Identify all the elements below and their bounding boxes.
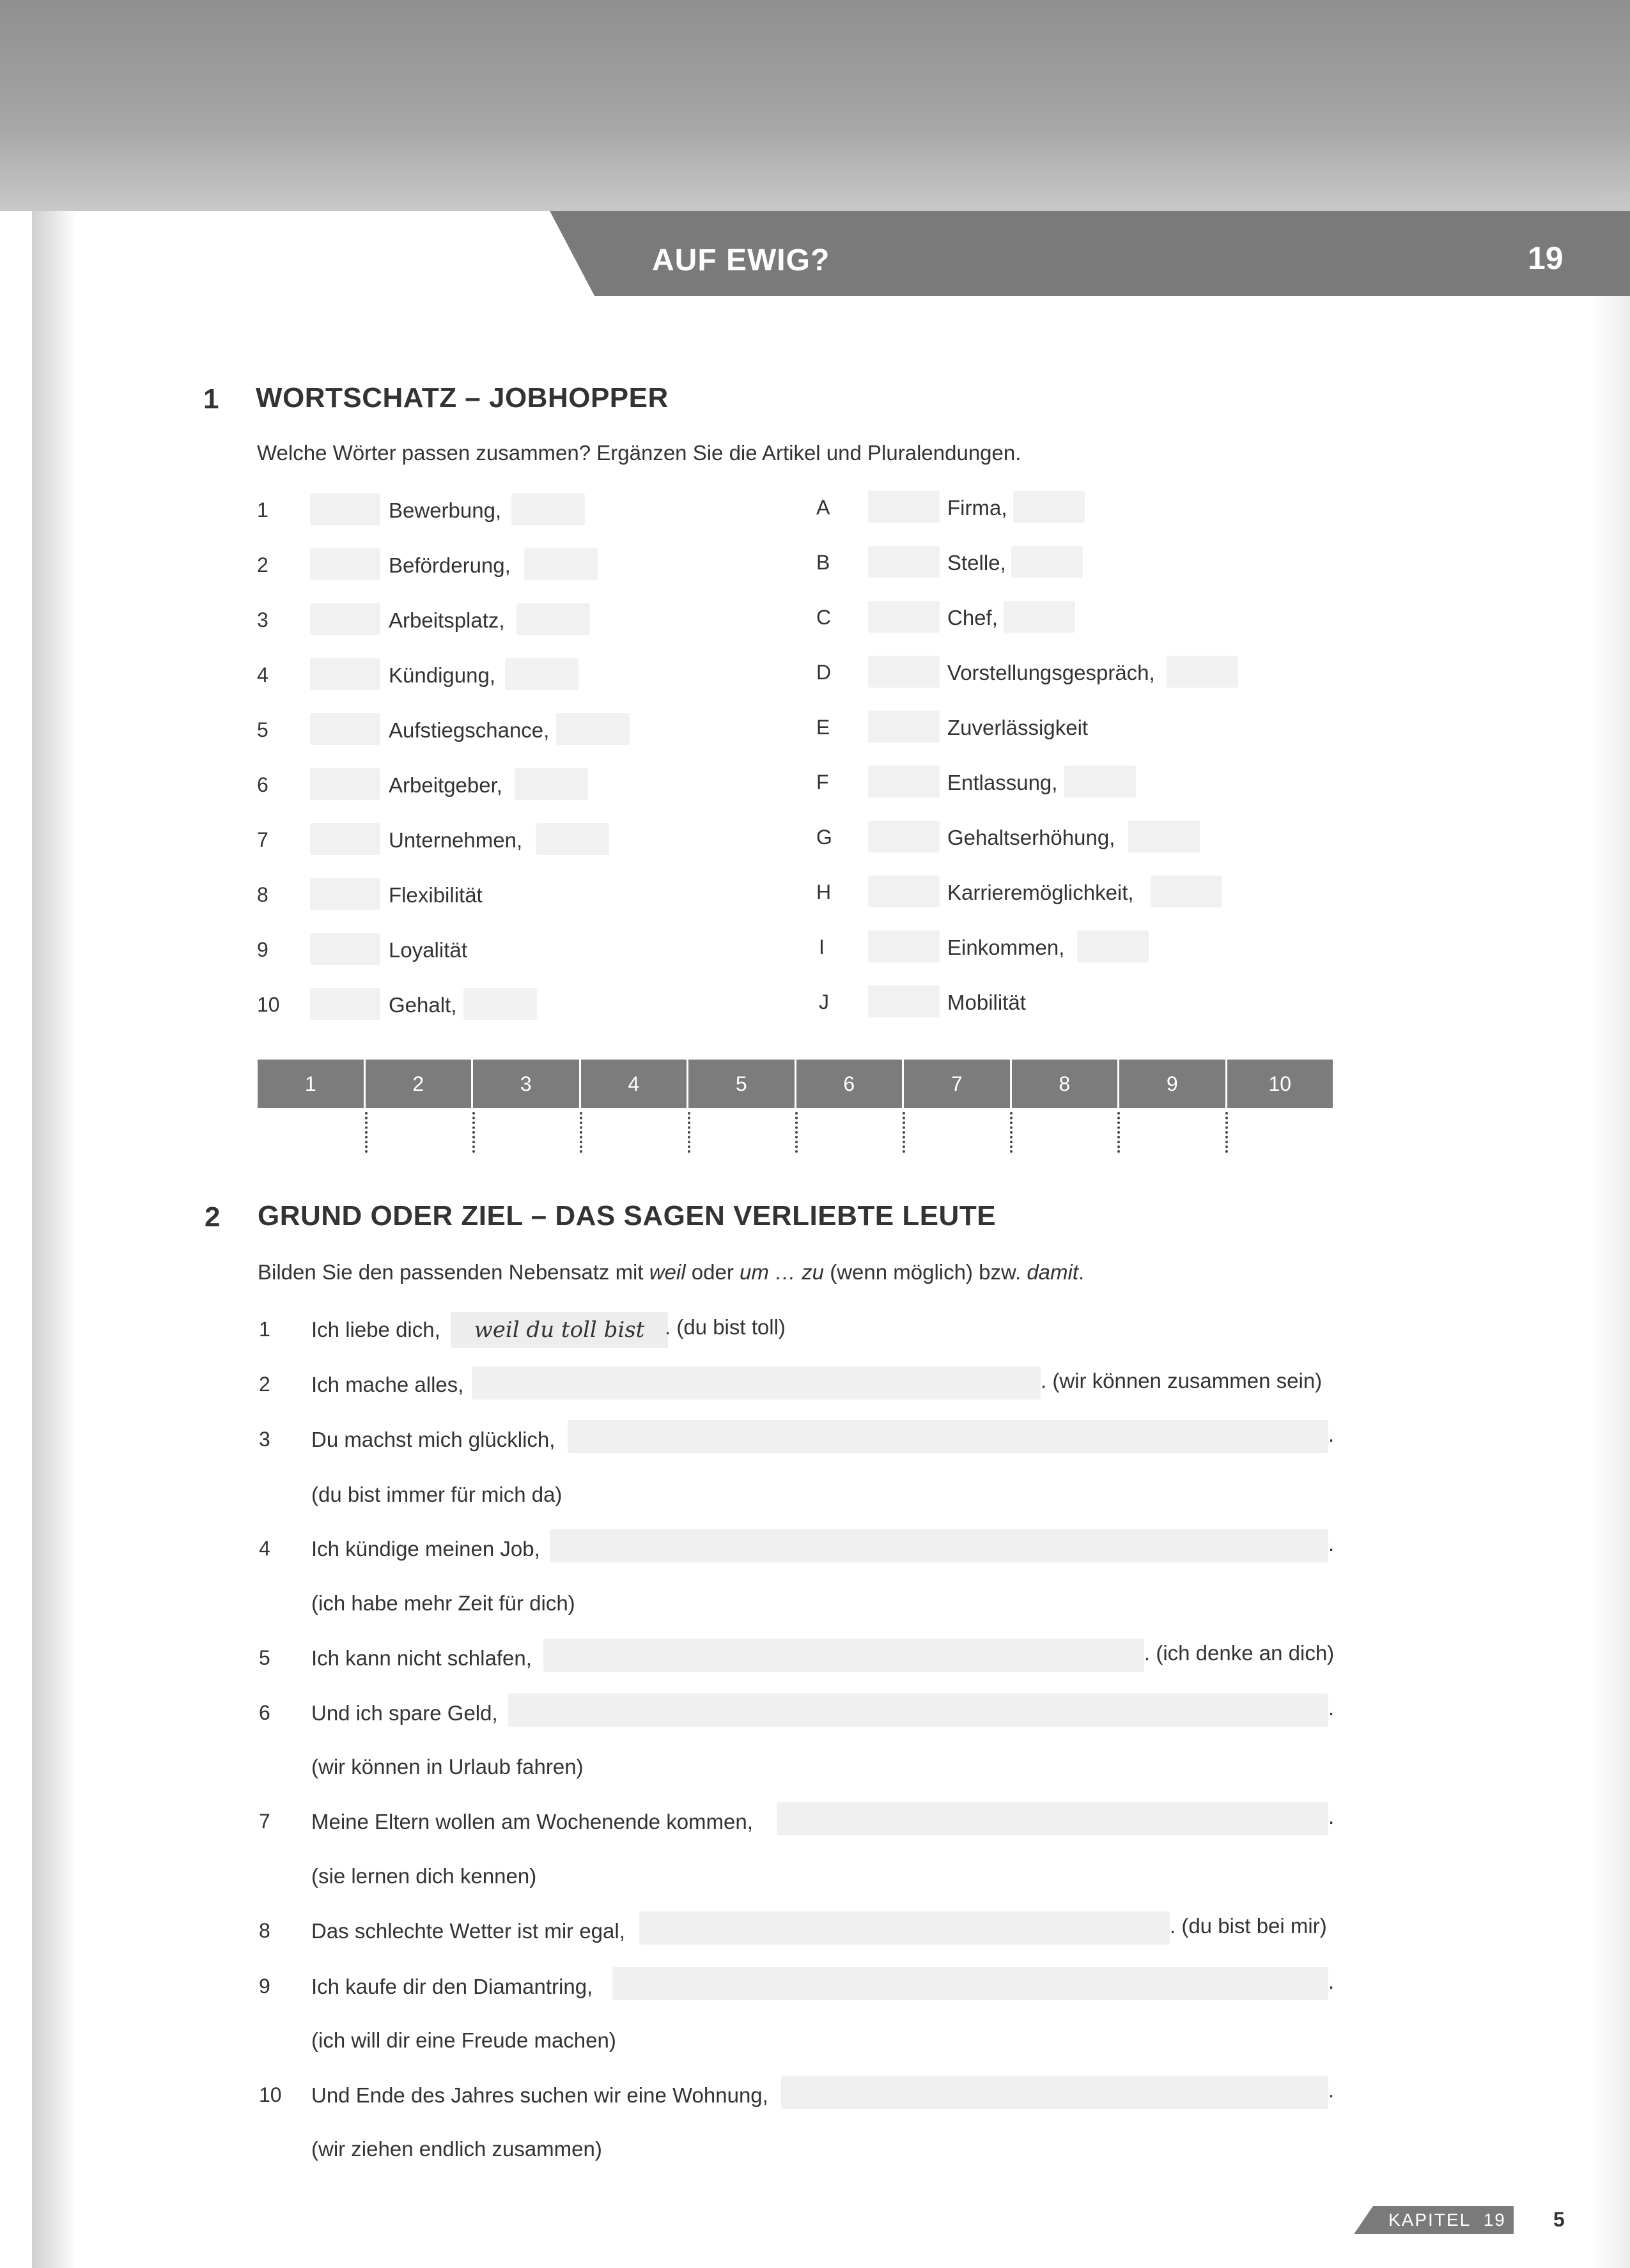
left-item-word: Arbeitsplatz, bbox=[389, 608, 505, 632]
right-item-word: Zuverlässigkeit bbox=[947, 716, 1089, 739]
left-item-word: Arbeitgeber, bbox=[389, 773, 502, 797]
grid-cell: 4 bbox=[581, 1060, 689, 1108]
left-item-word: Beförderung, bbox=[389, 553, 511, 577]
answer-line[interactable] bbox=[568, 1420, 1328, 1453]
sentence-period: . bbox=[1328, 1696, 1335, 1720]
article-blank[interactable] bbox=[868, 985, 940, 1017]
chapter-number: 19 bbox=[1528, 240, 1564, 276]
answer-line[interactable] bbox=[612, 1967, 1328, 2000]
plural-blank[interactable] bbox=[1077, 930, 1149, 962]
plural-blank[interactable] bbox=[1128, 821, 1200, 852]
plural-blank[interactable] bbox=[505, 658, 578, 690]
grid-cell: 10 bbox=[1268, 1072, 1292, 1095]
left-item-number: 9 bbox=[257, 938, 268, 961]
right-item-word: Karrieremöglichkeit, bbox=[947, 881, 1134, 904]
answer-line[interactable] bbox=[472, 1366, 1041, 1400]
article-blank[interactable] bbox=[310, 493, 380, 525]
answer-line[interactable] bbox=[639, 1911, 1170, 1945]
plural-blank[interactable] bbox=[1004, 601, 1075, 633]
hint: . (du bist bei mir) bbox=[1170, 1914, 1327, 1938]
item-number: 2 bbox=[259, 1373, 270, 1396]
page-sheet bbox=[32, 211, 1630, 2268]
plural-blank[interactable] bbox=[524, 548, 598, 580]
grid-separator-dots bbox=[903, 1112, 905, 1153]
item-number: 4 bbox=[259, 1537, 270, 1560]
left-item-number: 6 bbox=[257, 773, 268, 796]
article-blank[interactable] bbox=[868, 930, 940, 962]
grid-cell: 9 bbox=[1119, 1060, 1227, 1108]
plural-blank[interactable] bbox=[1151, 876, 1222, 907]
hint: (sie lernen dich kennen) bbox=[311, 1864, 537, 1888]
right-item-word: Stelle, bbox=[947, 551, 1006, 575]
article-blank[interactable] bbox=[868, 546, 940, 578]
right-item-letter: J bbox=[819, 991, 829, 1014]
left-item-word: Gehalt, bbox=[389, 993, 457, 1017]
plural-blank[interactable] bbox=[1167, 656, 1238, 688]
main-clause: Ich kündige meinen Job, bbox=[311, 1537, 540, 1561]
plural-blank[interactable] bbox=[463, 988, 537, 1020]
left-item-word: Loyalität bbox=[389, 938, 467, 962]
right-item-word: Gehaltserhöhung, bbox=[947, 826, 1115, 849]
right-item-word: Chef, bbox=[947, 606, 998, 629]
answer-line[interactable] bbox=[781, 2076, 1328, 2109]
grid-separator-dots bbox=[1225, 1112, 1228, 1153]
page-number: 5 bbox=[1553, 2208, 1565, 2231]
left-item-word: Flexibilität bbox=[389, 883, 483, 907]
hint: . (ich denke an dich) bbox=[1144, 1641, 1335, 1665]
item-number: 5 bbox=[259, 1646, 270, 1669]
article-blank[interactable] bbox=[310, 768, 380, 800]
right-item-word: Einkommen, bbox=[947, 936, 1065, 959]
main-clause: Meine Eltern wollen am Wochenende kommen, bbox=[311, 1810, 753, 1833]
hint: (ich habe mehr Zeit für dich) bbox=[311, 1591, 575, 1615]
main-clause: Ich kaufe dir den Diamantring, bbox=[311, 1975, 593, 1998]
left-item-number: 5 bbox=[257, 718, 268, 741]
article-blank[interactable] bbox=[868, 491, 940, 523]
hint: . (du bist toll) bbox=[665, 1315, 786, 1339]
article-blank[interactable] bbox=[868, 711, 940, 743]
item-number: 1 bbox=[259, 1318, 270, 1341]
left-item-number: 8 bbox=[257, 883, 268, 906]
right-item-letter: E bbox=[816, 716, 830, 739]
main-clause: Du machst mich glücklich, bbox=[311, 1428, 555, 1451]
hint: (ich will dir eine Freude machen) bbox=[311, 2028, 616, 2052]
hint: (du bist immer für mich da) bbox=[311, 1483, 563, 1506]
right-item-letter: F bbox=[816, 771, 829, 794]
main-clause: Und ich spare Geld, bbox=[311, 1701, 498, 1725]
main-clause: Ich kann nicht schlafen, bbox=[311, 1646, 532, 1670]
article-blank[interactable] bbox=[310, 658, 380, 690]
left-item-word: Kündigung, bbox=[389, 663, 495, 687]
article-blank[interactable] bbox=[868, 821, 940, 852]
main-clause: Das schlechte Wetter ist mir egal, bbox=[311, 1919, 625, 1943]
left-item-word: Bewerbung, bbox=[389, 498, 502, 522]
article-blank[interactable] bbox=[868, 656, 940, 688]
right-item-letter: C bbox=[816, 606, 832, 629]
section-2-instruction: Bilden Sie den passenden Nebensatz mit weil oder um … zu (wenn möglich) bzw. damit. bbox=[258, 1260, 1085, 1284]
section-1-instruction: Welche Wörter passen zusammen? Ergänzen Sie die Artikel und Pluralendungen. bbox=[257, 441, 1021, 465]
answer-line[interactable] bbox=[777, 1802, 1328, 1835]
grid-cell: 7 bbox=[904, 1060, 1012, 1108]
left-item-number: 3 bbox=[257, 608, 268, 631]
section-2-title: GRUND ODER ZIEL – DAS SAGEN VERLIEBTE LEUTE bbox=[258, 1200, 997, 1231]
hint: (wir ziehen endlich zusammen) bbox=[311, 2137, 602, 2161]
left-item-number: 10 bbox=[257, 993, 280, 1016]
grid-separator-dots bbox=[365, 1112, 368, 1153]
left-item-number: 1 bbox=[257, 498, 268, 521]
item-number: 7 bbox=[259, 1810, 270, 1833]
main-clause: Ich mache alles, bbox=[311, 1373, 464, 1396]
right-item-word: Mobilität bbox=[947, 991, 1026, 1014]
article-blank[interactable] bbox=[310, 988, 380, 1020]
right-item-word: Vorstellungsgespräch, bbox=[947, 661, 1155, 684]
hint: . (wir können zusammen sein) bbox=[1041, 1369, 1323, 1392]
hint: (wir können in Urlaub fahren) bbox=[311, 1755, 584, 1778]
plural-blank[interactable] bbox=[1011, 546, 1083, 578]
sentence-period: . bbox=[1328, 1805, 1335, 1828]
item-number: 8 bbox=[259, 1919, 270, 1942]
grid-separator-dots bbox=[472, 1112, 475, 1153]
page-edge-shadow bbox=[32, 211, 77, 2268]
item-number: 6 bbox=[259, 1701, 270, 1724]
sentence-period: . bbox=[1328, 1532, 1335, 1555]
plural-blank[interactable] bbox=[515, 768, 588, 800]
right-item-letter: G bbox=[816, 826, 832, 849]
right-item-word: Entlassung, bbox=[947, 771, 1058, 794]
sentence-period: . bbox=[1328, 2078, 1335, 2102]
answer-line[interactable] bbox=[543, 1639, 1144, 1672]
main-clause: Und Ende des Jahres suchen wir eine Wohnung, bbox=[311, 2083, 768, 2107]
item-number: 9 bbox=[259, 1975, 270, 1998]
plural-blank[interactable] bbox=[516, 603, 590, 635]
right-item-letter: I bbox=[819, 936, 825, 959]
section-1-number: 1 bbox=[203, 383, 219, 415]
left-item-word: Aufstiegschance, bbox=[389, 718, 550, 742]
article-blank[interactable] bbox=[868, 601, 940, 633]
article-blank[interactable] bbox=[310, 933, 380, 965]
right-item-letter: D bbox=[816, 661, 832, 684]
article-blank[interactable] bbox=[868, 876, 940, 907]
section-1-title: WORTSCHATZ – JOBHOPPER bbox=[256, 382, 669, 413]
answer-line[interactable] bbox=[508, 1693, 1328, 1727]
plural-blank[interactable] bbox=[556, 713, 630, 745]
article-blank[interactable] bbox=[868, 766, 940, 798]
grid-separator-dots bbox=[1117, 1112, 1120, 1153]
grid-cell: 1 bbox=[258, 1060, 366, 1108]
sentence-period: . bbox=[1328, 1423, 1335, 1446]
grid-cell: 3 bbox=[473, 1060, 581, 1108]
plural-blank[interactable] bbox=[1013, 491, 1085, 523]
footer-chapter-label: KAPITEL 19 bbox=[1388, 2210, 1506, 2230]
grid-separator-dots bbox=[1010, 1112, 1013, 1153]
chapter-title: AUF EWIG? bbox=[652, 243, 830, 277]
article-blank[interactable] bbox=[310, 603, 380, 635]
left-item-number: 4 bbox=[257, 663, 268, 686]
grid-cell: 6 bbox=[796, 1060, 904, 1108]
article-blank[interactable] bbox=[310, 548, 380, 580]
grid-cell: 5 bbox=[688, 1060, 796, 1108]
left-item-word: Unternehmen, bbox=[389, 828, 523, 852]
answer-grid bbox=[258, 1060, 1333, 1108]
article-blank[interactable] bbox=[310, 878, 380, 910]
right-item-word: Firma, bbox=[947, 496, 1007, 520]
plural-blank[interactable] bbox=[511, 493, 585, 525]
answer-line[interactable] bbox=[550, 1529, 1328, 1562]
grid-cell: 8 bbox=[1012, 1060, 1120, 1108]
example-answer: weil du toll bist bbox=[451, 1312, 668, 1348]
grid-separator-dots bbox=[580, 1112, 582, 1153]
right-item-letter: H bbox=[816, 881, 832, 904]
item-number: 10 bbox=[259, 2083, 282, 2106]
item-number: 3 bbox=[259, 1428, 270, 1451]
article-blank[interactable] bbox=[310, 713, 380, 745]
section-2-number: 2 bbox=[205, 1201, 221, 1233]
scanner-shadow bbox=[0, 0, 1630, 211]
right-item-letter: A bbox=[816, 496, 830, 519]
article-blank[interactable] bbox=[310, 823, 380, 855]
plural-blank[interactable] bbox=[1064, 766, 1136, 798]
main-clause: Ich liebe dich, bbox=[311, 1318, 440, 1341]
scan-edge bbox=[1592, 192, 1630, 2268]
left-item-number: 2 bbox=[257, 553, 268, 576]
grid-cell: 2 bbox=[366, 1060, 474, 1108]
grid-separator-dots bbox=[795, 1112, 798, 1153]
grid-separator-dots bbox=[688, 1112, 690, 1153]
plural-blank[interactable] bbox=[536, 823, 609, 855]
left-item-number: 7 bbox=[257, 828, 268, 851]
sentence-period: . bbox=[1328, 1970, 1335, 1993]
right-item-letter: B bbox=[816, 551, 830, 574]
